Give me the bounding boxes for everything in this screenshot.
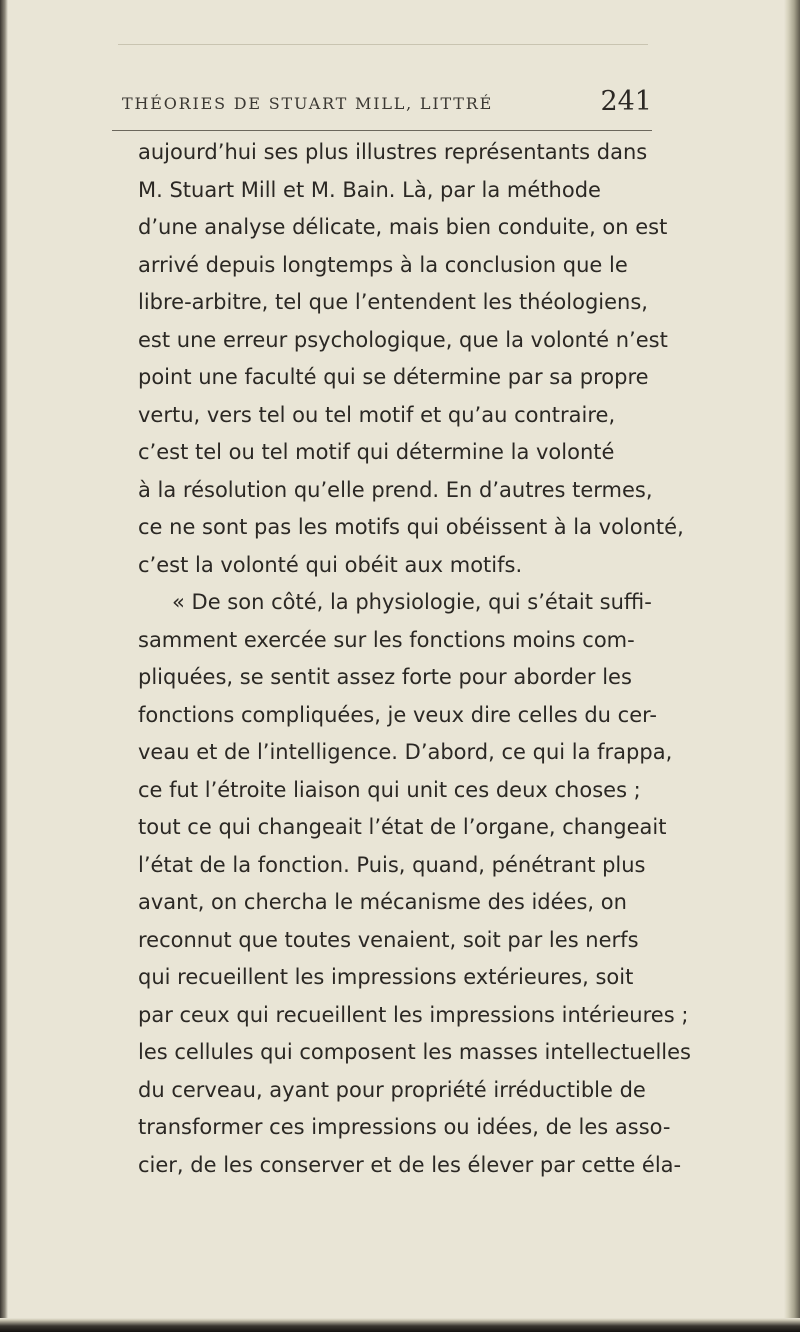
text-line: à la résolution qu’elle prend. En d’autres termes, [138,477,653,502]
running-head [112,86,652,126]
text-line: samment exercée sur les fonctions moins com- [138,627,635,652]
text-line: c’est la volonté qui obéit aux motifs. [138,552,523,577]
text-line: est une erreur psychologique, que la volonté n’est [138,327,668,352]
text-line: par ceux qui recueillent les impressions intérieures ; [138,1002,689,1027]
page-number: 241 [600,86,652,117]
text-line: veau et de l’intelligence. D’abord, ce qui la frappa, [138,740,673,764]
text-line: l’état de la fonction. Puis, quand, pénétrant plus [138,852,646,877]
text-line: libre-arbitre, tel que l’entendent les théologiens, [138,290,648,314]
page-right-edge [784,0,800,1332]
text-line: reconnut que toutes venaient, soit par les nerfs [138,927,639,952]
text-line: vertu, vers tel ou tel motif et qu’au contraire, [138,402,616,427]
text-line: arrivé depuis longtemps à la conclusion que le [138,252,628,277]
page-left-edge [0,0,8,1332]
text-line: M. Stuart Mill et M. Bain. Là, par la méthode [138,177,601,202]
text-line: d’une analyse délicate, mais bien conduite, on est [138,215,668,239]
text-line: ce fut l’étroite liaison qui unit ces deux choses ; [138,777,641,802]
page-bottom-edge [0,1318,800,1332]
text-line: aujourd’hui ses plus illustres représentants dans [138,140,648,164]
text-line: du cerveau, ayant pour propriété irréductible de [138,1077,646,1102]
text-line: ce ne sont pas les motifs qui obéissent à la volonté, [138,515,684,539]
text-line: c’est tel ou tel motif qui détermine la volonté [138,440,615,464]
text-line: avant, on chercha le mécanisme des idées, on [138,890,627,914]
text-line: pliquées, se sentit assez forte pour aborder les [138,665,632,689]
text-line: cier, de les conserver et de les élever par cette éla- [138,1152,682,1177]
text-line: fonctions compliquées, je veux dire celles du cer- [138,702,658,727]
text-line: tout ce qui changeait l’état de l’organe, changeait [138,815,667,839]
text-line: qui recueillent les impressions extérieures, soit [138,965,634,989]
text-line: les cellules qui composent les masses intellectuelles [138,1040,691,1064]
top-faint-rule [118,44,648,45]
running-title: THÉORIES DE STUART MILL, LITTRÉ [122,94,494,113]
text-line: point une faculté qui se détermine par sa propre [138,365,649,389]
header-rule [112,130,652,131]
text-line-paragraph-start: « De son côté, la physiologie, qui s’était suffi- [172,590,652,614]
body-text [138,134,691,1184]
text-line: transformer ces impressions ou idées, de les asso- [138,1115,671,1139]
